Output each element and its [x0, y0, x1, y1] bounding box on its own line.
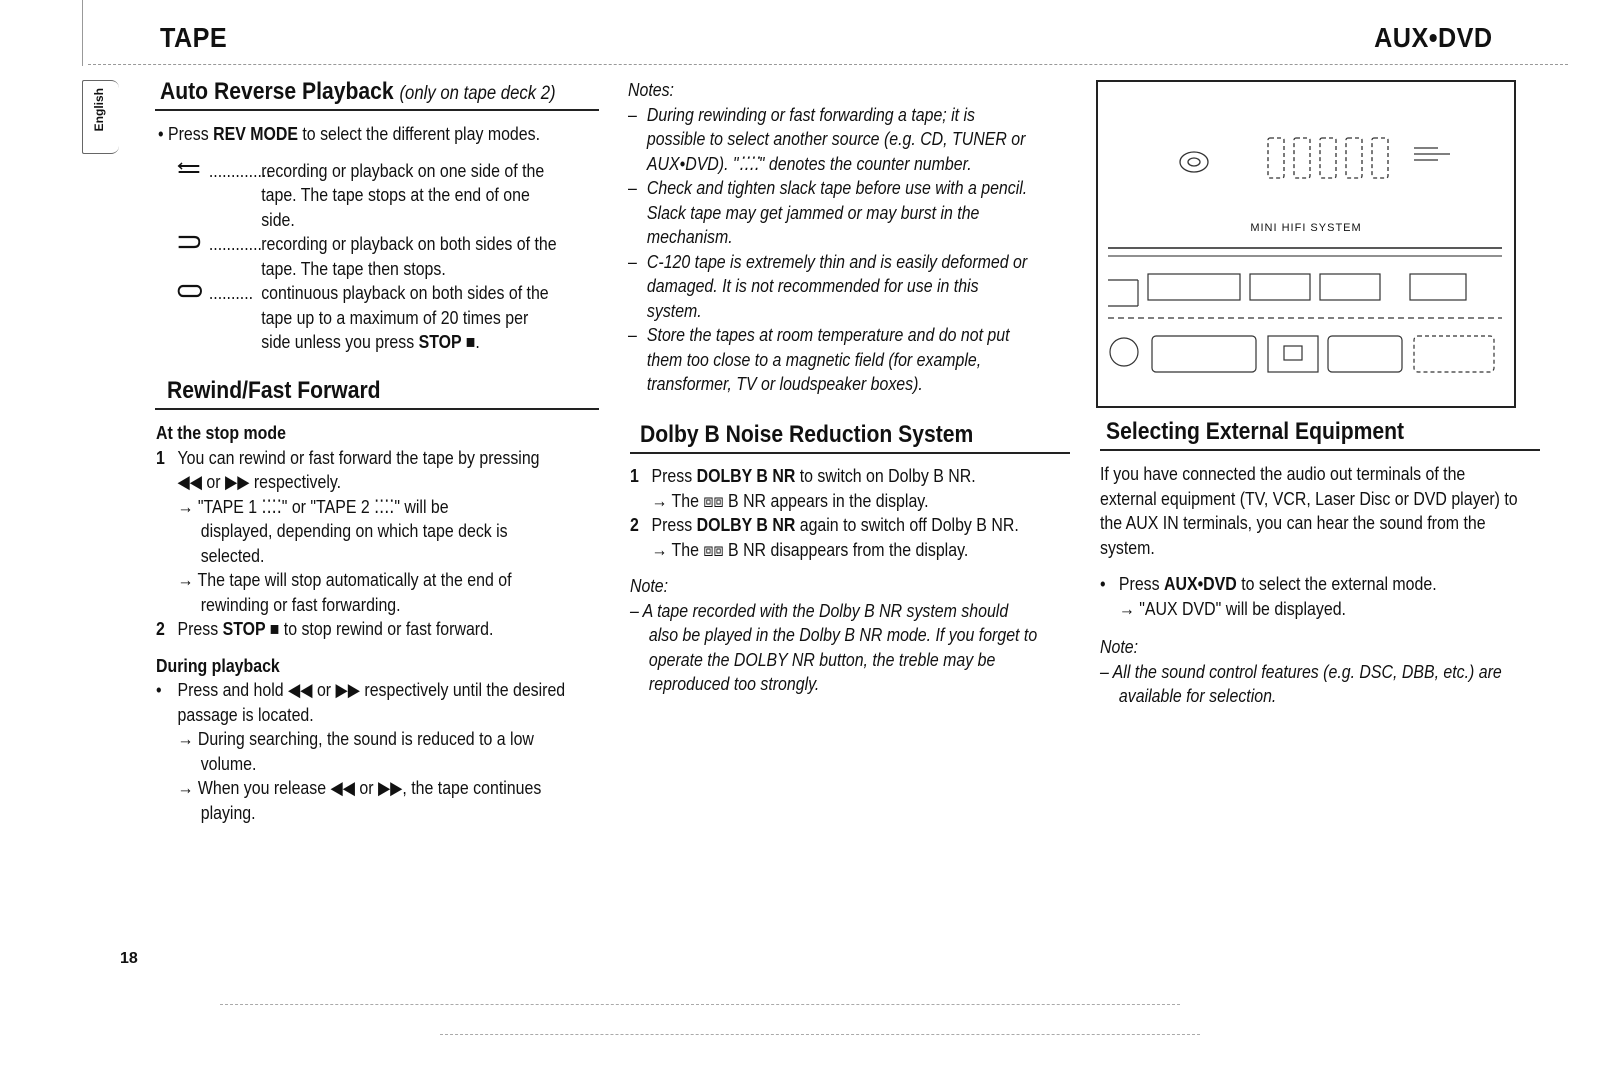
playback-bullet: • Press and hold ◀◀ or ▶▶ respectively until the desired — [156, 679, 566, 700]
margin-line — [82, 0, 83, 66]
dolby-title: Dolby B Noise Reduction System — [640, 421, 974, 448]
auto-reverse-section — [160, 78, 610, 106]
continuous-last-line: side unless you press STOP ■. — [261, 331, 480, 352]
page-number: 18 — [120, 950, 138, 967]
during-playback-heading: During playback — [156, 654, 280, 676]
device-illustration — [1096, 80, 1516, 408]
rewind-body: At the stop mode 1 You can rewind or fast forward the tape by pressing ◀◀ or ▶▶ respectively. → "TAPE 1 ⁚⁚⁚⁚" or "TAPE 2 ⁚⁚⁚⁚" will be displayed, depending on which tape deck is selected. → The tape will stop automatically at the end of rewinding or fast forwarding. 2 Press STOP ■ to stop rewind or fast forward. During playback • Press and hold ◀◀ or ▶▶ respectively until the desired passage is located. → During searching, the sound is reduced to a low volume. → When you release ◀◀ or ▶▶, the tape continues playing. — [156, 421, 603, 825]
dolby-rule — [630, 452, 1070, 454]
mode-one-side: .............. recording or playback on one side of the — [158, 159, 605, 184]
rewind-step-2: 2 Press STOP ■ to stop rewind or fast forward. — [156, 618, 494, 639]
external-rule — [1100, 449, 1540, 451]
footer-scan-line-2 — [440, 1034, 1200, 1035]
auto-reverse-rule — [155, 109, 599, 111]
both-sides-icon — [177, 232, 205, 257]
header-divider — [88, 64, 1568, 65]
external-note-heading: Note: — [1100, 636, 1139, 657]
rewind-title: Rewind/Fast Forward — [167, 377, 381, 404]
auto-reverse-body: • Press REV MODE to select the different play modes. .............. recording or playback on one side of the tape. The tape stops at the end of one side. ............ recording or playback on both sides of the tape. The tape then stops. .......... continuous playback on both sides of the tape up to a maximum of 20 times per side unless you press STOP ■. — [158, 122, 605, 355]
device-brand-label: MINI HIFI SYSTEM — [1250, 222, 1362, 234]
mode-continuous: .......... continuous playback on both sides of the — [158, 281, 605, 306]
notes-block: Notes: – During rewinding or fast forwarding a tape; it is possible to select another source (e.g. CD, TUNER or AUX•DVD). "⁚⁚⁚⁚" denotes the counter number. – Check and tighten slack tape before use with a pencil. Slack tape may get jammed or may burst in the mechanism. – C-120 tape is extremely thin and is easily deformed or damaged. It is not recommended for use in this system. – Store the tapes at room temperature and do not put them too close to a magnetic field (for example, transformer, TV or loudspeaker boxes). — [628, 78, 1075, 397]
dolby-note-heading: Note: — [630, 575, 669, 596]
rev-mode-bullet: • Press REV MODE to select the different play modes. — [158, 123, 541, 144]
page-title-aux-dvd: AUX•DVD — [1374, 22, 1493, 53]
stop-mode-heading: At the stop mode — [156, 422, 286, 443]
tape-display-arrow: → "TAPE 1 ⁚⁚⁚⁚" or "TAPE 2 ⁚⁚⁚⁚" will be — [177, 495, 449, 517]
one-side-icon — [177, 159, 205, 184]
page-title-tape: TAPE — [160, 22, 228, 53]
language-tab-label: English — [92, 88, 106, 132]
mode-both-sides: ............ recording or playback on both sides of the — [158, 232, 605, 257]
tape-stop-arrow: → The tape will stop automatically at the end of — [177, 569, 512, 590]
auto-reverse-title: Auto Reverse Playback (only on tape deck 2) — [160, 78, 556, 105]
dolby-body: 1 Press DOLBY B NR to switch on Dolby B NR. → The ⧈⧈ B NR appears in the display. 2 Press DOLBY B NR again to switch off Dolby B NR. → The ⧈⧈ B NR disappears from the display. Note: – A tape recorded with the Dolby B NR system should also be played in the Dolby B NR mode. If you forget to operate the DOLBY NR button, the treble may be reproduced too strongly. — [630, 464, 1077, 697]
external-body: If you have connected the audio out terminals of the external equipment (TV, VCR, Laser Disc or DVD player) to the AUX IN terminals, you can hear the sound from the system. • Press AUX•DVD to select the external mode. → "AUX DVD" will be displayed. Note: – All the sound control features (e.g. DSC, DBB, etc.) are available for selection. — [1100, 462, 1547, 709]
rewind-rule — [155, 408, 599, 410]
device-front-panel — [1098, 82, 1514, 406]
continuous-icon — [177, 281, 205, 306]
notes-heading: Notes: — [628, 79, 674, 100]
rewind-step-1: 1 You can rewind or fast forward the tape by pressing — [156, 446, 540, 468]
external-title: Selecting External Equipment — [1106, 418, 1405, 445]
footer-scan-line — [220, 1004, 1180, 1005]
aux-dvd-bullet: • Press AUX•DVD to select the external mode. — [1100, 573, 1437, 594]
auto-reverse-subtitle: (only on tape deck 2) — [399, 83, 556, 104]
